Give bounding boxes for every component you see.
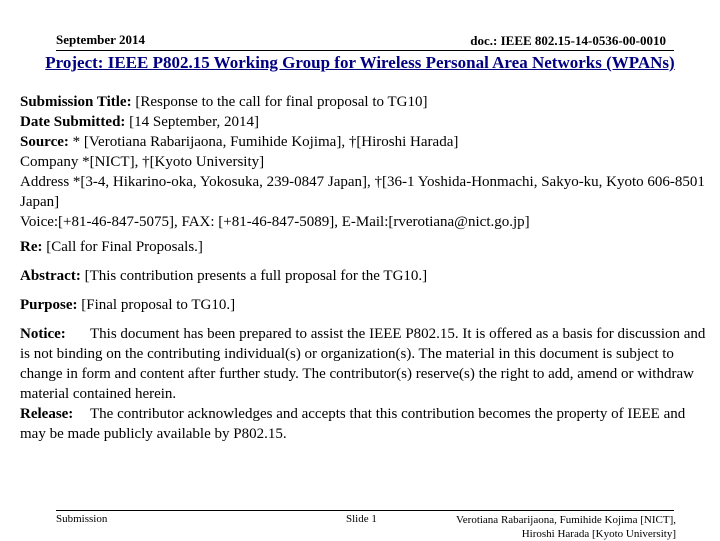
footer-authors-line2: Hiroshi Harada [Kyoto University]	[521, 528, 676, 540]
abstract-label: Abstract:	[20, 268, 81, 284]
voice-line: Voice:[+81-46-847-5075], FAX: [+81-46-847-5089], E-Mail:[rverotiana@nict.go.jp]	[20, 214, 530, 230]
re-label: Re:	[20, 239, 43, 255]
release-label: Release:	[20, 406, 74, 422]
re-line	[20, 237, 710, 257]
date-submitted-line	[20, 112, 710, 132]
date-submitted-value: [14 September, 2014]	[129, 114, 259, 130]
footer-authors-line1: Verotiana Rabarijaona, Fumihide Kojima [NICT],	[456, 514, 676, 526]
header-date: September 2014	[56, 32, 145, 47]
purpose-line	[20, 295, 710, 315]
footer-divider	[56, 510, 674, 511]
purpose-value: [Final proposal to TG10.]	[81, 297, 236, 313]
address-line: Address *[3-4, Hikarino-oka, Yokosuka, 239-0847 Japan], †[36-1 Yoshida-Honmachi, Sakyo-ku, Kyoto 606-8501 Japan]	[20, 174, 705, 210]
re-value: [Call for Final Proposals.]	[46, 239, 203, 255]
source-line	[20, 132, 710, 152]
footer-slide-number: Slide 1	[346, 513, 377, 525]
release-value: The contributor acknowledges and accepts that this contribution becomes the property of IEEE and may be made publicly available by P802.15.	[20, 406, 686, 442]
abstract-value: [This contribution presents a full proposal for the TG10.]	[84, 268, 428, 284]
source-label: Source:	[20, 134, 69, 150]
footer-authors	[456, 513, 676, 541]
notice-paragraph	[20, 324, 710, 404]
header-doc-id: doc.: IEEE 802.15-14-0536-00-0010	[470, 33, 666, 48]
date-submitted-label: Date Submitted:	[20, 114, 126, 130]
notice-label: Notice:	[20, 326, 66, 342]
notice-value: This document has been prepared to assist the IEEE P802.15. It is offered as a basis for discussion and is not binding on the contributing individual(s) or organization(s). The material in this document is subject to change in form and content after further study. The contributor(s) reserve(s) the right to add, amend or withdraw material contained herein.	[20, 326, 706, 402]
submission-body	[20, 92, 710, 444]
release-paragraph	[20, 404, 710, 444]
purpose-label: Purpose:	[20, 297, 78, 313]
submission-title-line	[20, 92, 710, 112]
company-line: Company *[NICT], †[Kyoto University]	[20, 154, 265, 170]
header-divider	[56, 50, 674, 51]
abstract-line	[20, 266, 710, 286]
project-title: Project: IEEE P802.15 Working Group for Wireless Personal Area Networks (WPANs)	[45, 53, 675, 72]
submission-title-value: [Response to the call for final proposal to TG10]	[135, 94, 428, 110]
source-value: * [Verotiana Rabarijaona, Fumihide Kojima], †[Hiroshi Harada]	[72, 134, 459, 150]
footer-submission: Submission	[56, 513, 108, 525]
submission-title-label: Submission Title:	[20, 94, 132, 110]
